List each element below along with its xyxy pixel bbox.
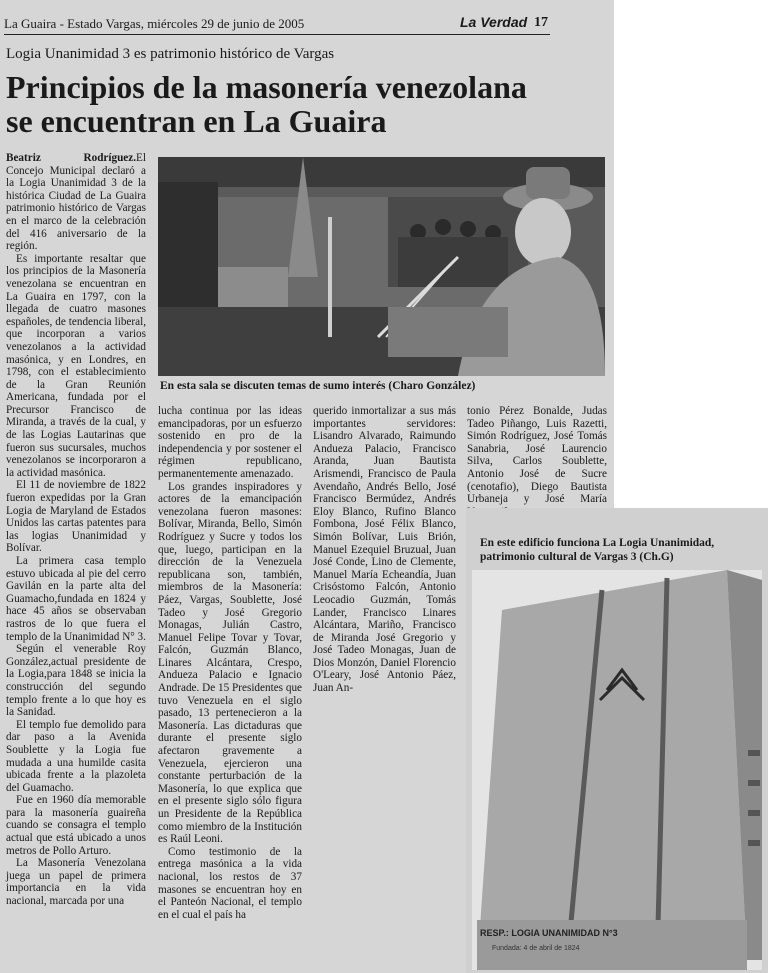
- article-column-2: [158, 405, 302, 921]
- lodge-building-photo: [472, 570, 762, 970]
- building-subsign: Fundada: 4 de abril de 1824: [492, 945, 580, 952]
- lodge-building-image: [472, 570, 762, 970]
- paragraph: querido inmortalizar a sus más importantes servidores: Lisandro Alvarado, Raimundo Andueza Palacio, Francisco Aranda, Juan Bautista Arismendi, Francisco de Paula Avendaño, Andrés Bello, José Francisco Bermúdez, Andrés Eloy Blanco, Rufino Blanco Fombona, José Félix Blanco, Simón Bolívar, Luis Brión, Manuel Ezequiel Bruzual, Juan José Conde, Lino de Clemente, Manuel María Echeandía, Juan Crisóstomo Falcón, Antonio Leocadio Guzmán, Tomás Lander, Francisco Linares Alcántara, Mariño, Francisco de Miranda José Gregorio y José Tadeo Monagas, Juan de Dios Monzón, Daniel Florencio O'Leary, José Antonio Páez, Juan An-: [313, 405, 456, 695]
- paragraph: Según el venerable Roy González,actual presidente de la Logia,para 1848 se inicia la construcción del segundo templo frente a lo que hoy es la Sanidad.: [6, 643, 146, 719]
- lodge-interior-image: [158, 157, 605, 376]
- dateline: La Guaira - Estado Vargas, miércoles 29 de junio de 2005: [4, 16, 305, 31]
- building-photo-caption: En este edificio funciona La Logia Unanimidad, patrimonio cultural de Vargas 3 (Ch.G): [480, 537, 715, 563]
- article-column-1: [6, 152, 146, 908]
- paragraph: La primera casa templo estuvo ubicada al pie del cerro Gavilán en la parte alta del Guamacho,fundada en 1824 y hace 45 años se observaban rastros de lo que fuera el templo de la Unanimidad N° 3.: [6, 555, 146, 643]
- headline-line-1: Principios de la masonería venezolana: [6, 69, 527, 105]
- building-sign: RESP.: LOGIA UNANIMIDAD N°3: [480, 928, 618, 938]
- article-column-3: [313, 405, 456, 695]
- paragraph: Fue en 1960 día memorable para la masonería guaireña cuando se consagra el templo actual que está ubicado a unos metros de Pollo Arturo.: [6, 794, 146, 857]
- paragraph: Es importante resaltar que los principios de la Masonería venezolana se encuentran en La Guaira en 1797, con la llegada de cuatro masones españoles, de tendencia liberal, que incorporan a varios venezolanos a la actividad masónica, y en Londres, en 1798, con el establecimiento de la Gran Reunión Americana, fundada por el Precursor Francisco de Miranda, a través de la cual, y de las Logias Lautarinas que fueron sus sucursales, muchos venezolanos se incorporaron a la actividad masónica.: [6, 252, 146, 479]
- headline: [6, 70, 566, 138]
- lodge-interior-photo: [158, 157, 605, 376]
- paragraph: La Masonería Venezolana juega un papel de primera importancia en la vida nacional, marcada por una: [6, 857, 146, 908]
- lead-paragraph: Beatriz Rodríguez.El Concejo Municipal declaró a la Logia Unanimidad 3 de la histórica Ciudad de La Guaira patrimonio histórico de Vargas en el marco de la celebración del 416 aniversario de la región.: [6, 152, 146, 253]
- article-column-4: [467, 405, 607, 518]
- paragraph: Como testimonio de la entrega masónica a la vida nacional, los restos de 37 masones se encuentran hoy en el Panteón Nacional, el templo en el cual el país ha: [158, 845, 302, 921]
- headline-line-2: se encuentran en La Guaira: [6, 103, 387, 139]
- paragraph: El templo fue demolido para dar paso a la Avenida Soublette y la Logia fue mudada a una humilde casita ubicada frente a la plazoleta del Guamacho.: [6, 718, 146, 794]
- newspaper-logo: La Verdad: [460, 14, 528, 30]
- paragraph: lucha continua por las ideas emancipadoras, por un esfuerzo sostenido en pro de la independencia y por sostener el régimen republicano, permanentemente amenazado.: [158, 405, 302, 480]
- paragraph: tonio Pérez Bonalde, Judas Tadeo Piñango, Luis Razetti, Simón Rodríguez, José Tomás Sanabria, José Laurencio Silva, Carlos Soublette, Antonio José de Sucre (cenotafio), Diego Bautista Urbaneja y José María: [467, 405, 607, 506]
- paragraph: Los grandes inspiradores y actores de la emancipación venezolana fueron masones: Bolívar, Miranda, Bello, Simón Rodríguez y Sucre y todos los que, luego, participan en la dirección de la Venezuela republicana son, también, miembros de la Masonería: Páez, Vargas, Soublette, José Tadeo y José Gregorio Monagas, Julián Castro, Manuel Felipe Tovar y Tovar, Falcón, Guzmán Blanco, Linares Alcántara, Crespo, Andueza Palacio e Ignacio Andrade. De 15 Presidentes que tuvo Venezuela en el siglo pasado, 13 pertenecieron a la Masonería. Las dictaduras que durante el presente siglo afectaron gravemente a Venezuela, ejercieron una constante perturbación de la Masonería, lo que explica que en el presente siglo sólo figura un Presidente de la República como miembro de la Institución es Raúl Leoni.: [158, 480, 302, 846]
- kicker: Logia Unanimidad 3 es patrimonio histórico de Vargas: [6, 46, 335, 62]
- photo-caption: En esta sala se discuten temas de sumo interés (Charo González): [160, 380, 476, 392]
- paragraph: El 11 de noviembre de 1822 fueron expedidas por la Gran Logia de Maryland de Estados Unidos las cartas patentes para las logias Unanimidad y Bolívar.: [6, 479, 146, 555]
- page-number: 17: [534, 15, 548, 30]
- byline: Beatriz Rodríguez.: [6, 152, 137, 164]
- page-header: [4, 14, 550, 35]
